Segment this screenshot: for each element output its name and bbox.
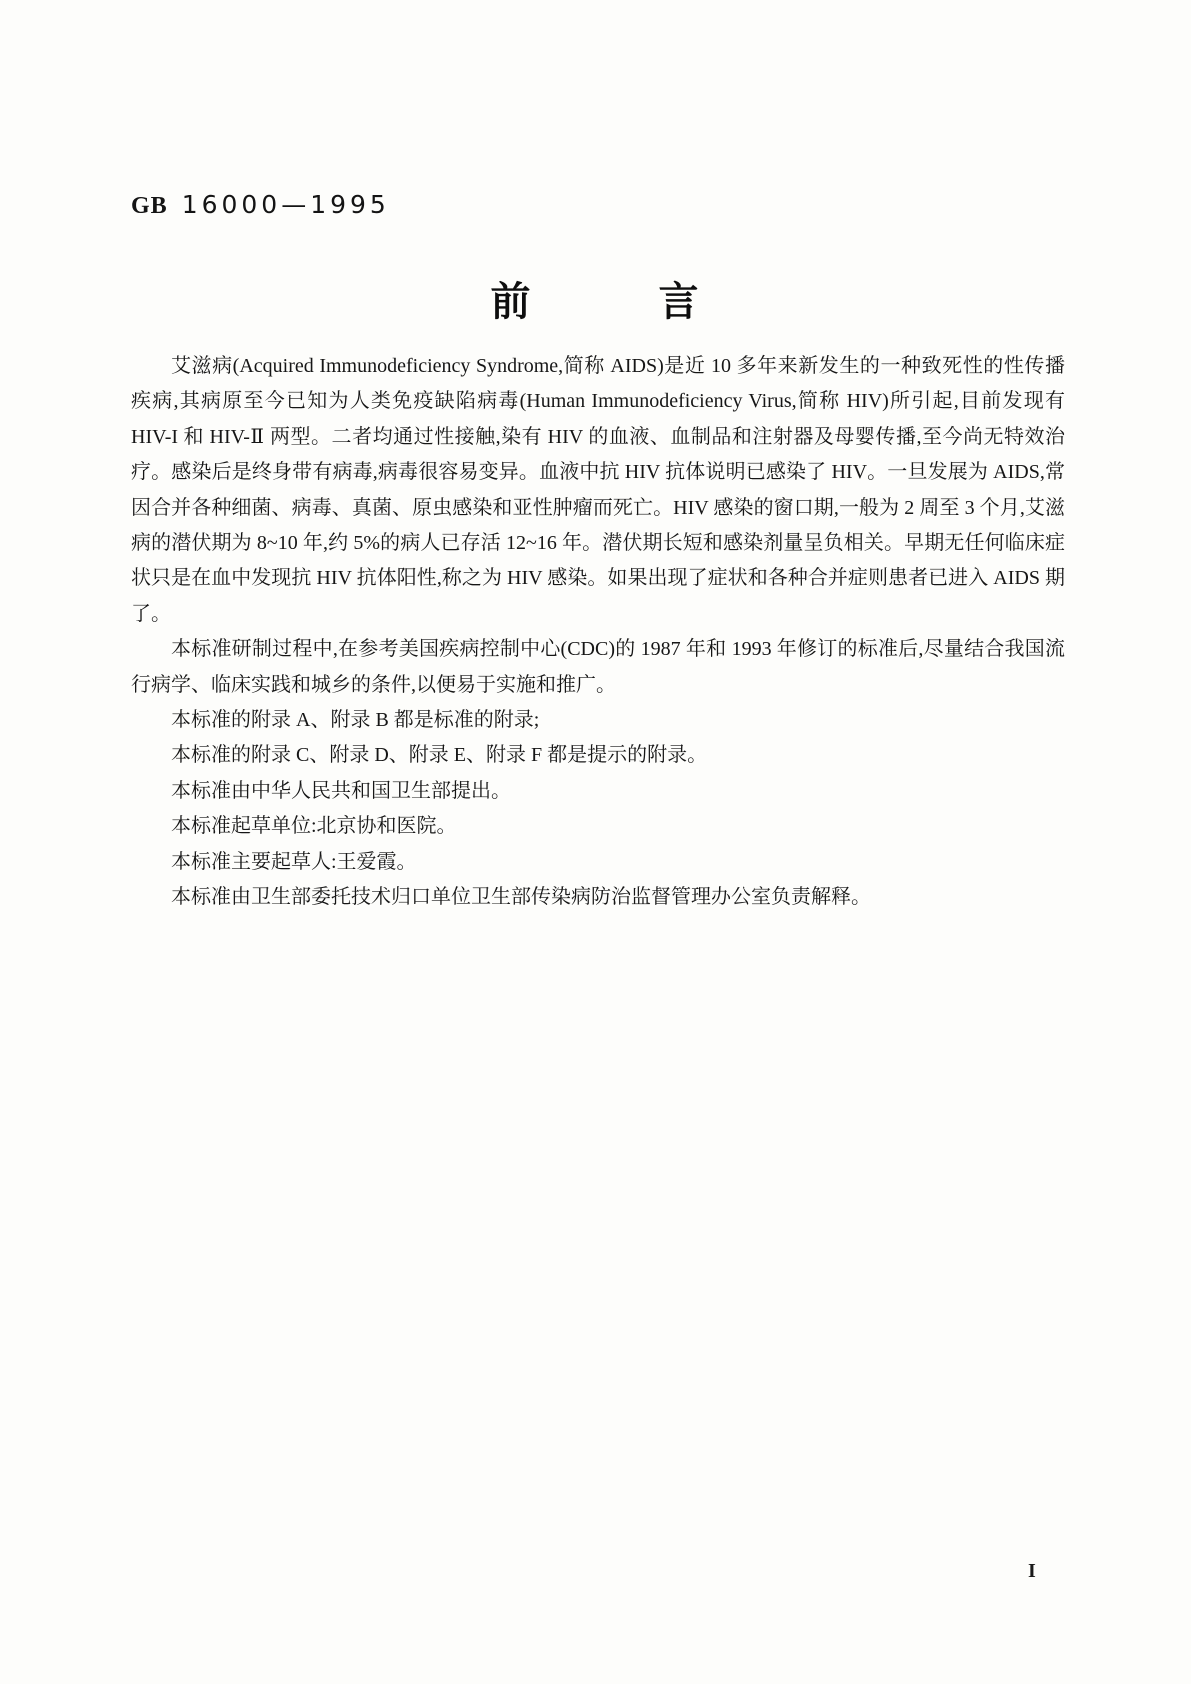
standard-code-prefix: GB	[131, 193, 168, 219]
standard-code	[131, 190, 390, 221]
foreword-paragraph-proposed-by: 本标准由中华人民共和国卫生部提出。	[171, 779, 511, 802]
foreword-body	[131, 349, 1065, 916]
foreword-paragraph-intro: 艾滋病(Acquired Immunodeficiency Syndrome,简称 AIDS)是近 10 多年来新发生的一种致死性的性传播疾病,其病原至今已知为人类免疫缺陷病毒(Human Immunodeficiency Virus,简称 HIV)所引起,目前发现有 HIV-I 和 HIV-Ⅱ 两型。二者均通过性接触,染有 HIV 的血液、血制品和注射器及母婴传播,至今尚无特效治疗。感染后是终身带有病毒,病毒很容易变异。血液中抗 HIV 抗体说明已感染了 HIV。一旦发展为 AIDS,常因合并各种细菌、病毒、真菌、原虫感染和亚性肿瘤而死亡。HIV 感染的窗口期,一般为 2 周至 3 个月,艾滋病的潜伏期为 8~10 年,约 5%的病人已存活 12~16 年。潜伏期长短和感染剂量呈负相关。早期无任何临床症状只是在血中发现抗 HIV 抗体阳性,称之为 HIV 感染。如果出现了症状和各种合并症则患者已进入 AIDS 期了。	[131, 355, 1065, 625]
standard-code-number: 16000—1995	[181, 190, 390, 219]
foreword-paragraph-annex-normative: 本标准的附录 A、附录 B 都是标准的附录;	[171, 709, 540, 732]
foreword-paragraph-drafter: 本标准主要起草人:王爱霞。	[171, 850, 417, 873]
foreword-title: 前 言	[490, 279, 701, 324]
page-number: I	[1028, 1560, 1036, 1582]
foreword-paragraph-drafting-unit: 本标准起草单位:北京协和医院。	[171, 815, 457, 838]
foreword-paragraph-development: 本标准研制过程中,在参考美国疾病控制中心(CDC)的 1987 年和 1993 年修订的标准后,尽量结合我国流行病学、临床实践和城乡的条件,以便易于实施和推广。	[131, 638, 1065, 696]
foreword-paragraph-annex-informative: 本标准的附录 C、附录 D、附录 E、附录 F 都是提示的附录。	[171, 744, 708, 767]
foreword-paragraph-interpretation: 本标准由卫生部委托技术归口单位卫生部传染病防治监督管理办公室负责解释。	[171, 886, 871, 909]
